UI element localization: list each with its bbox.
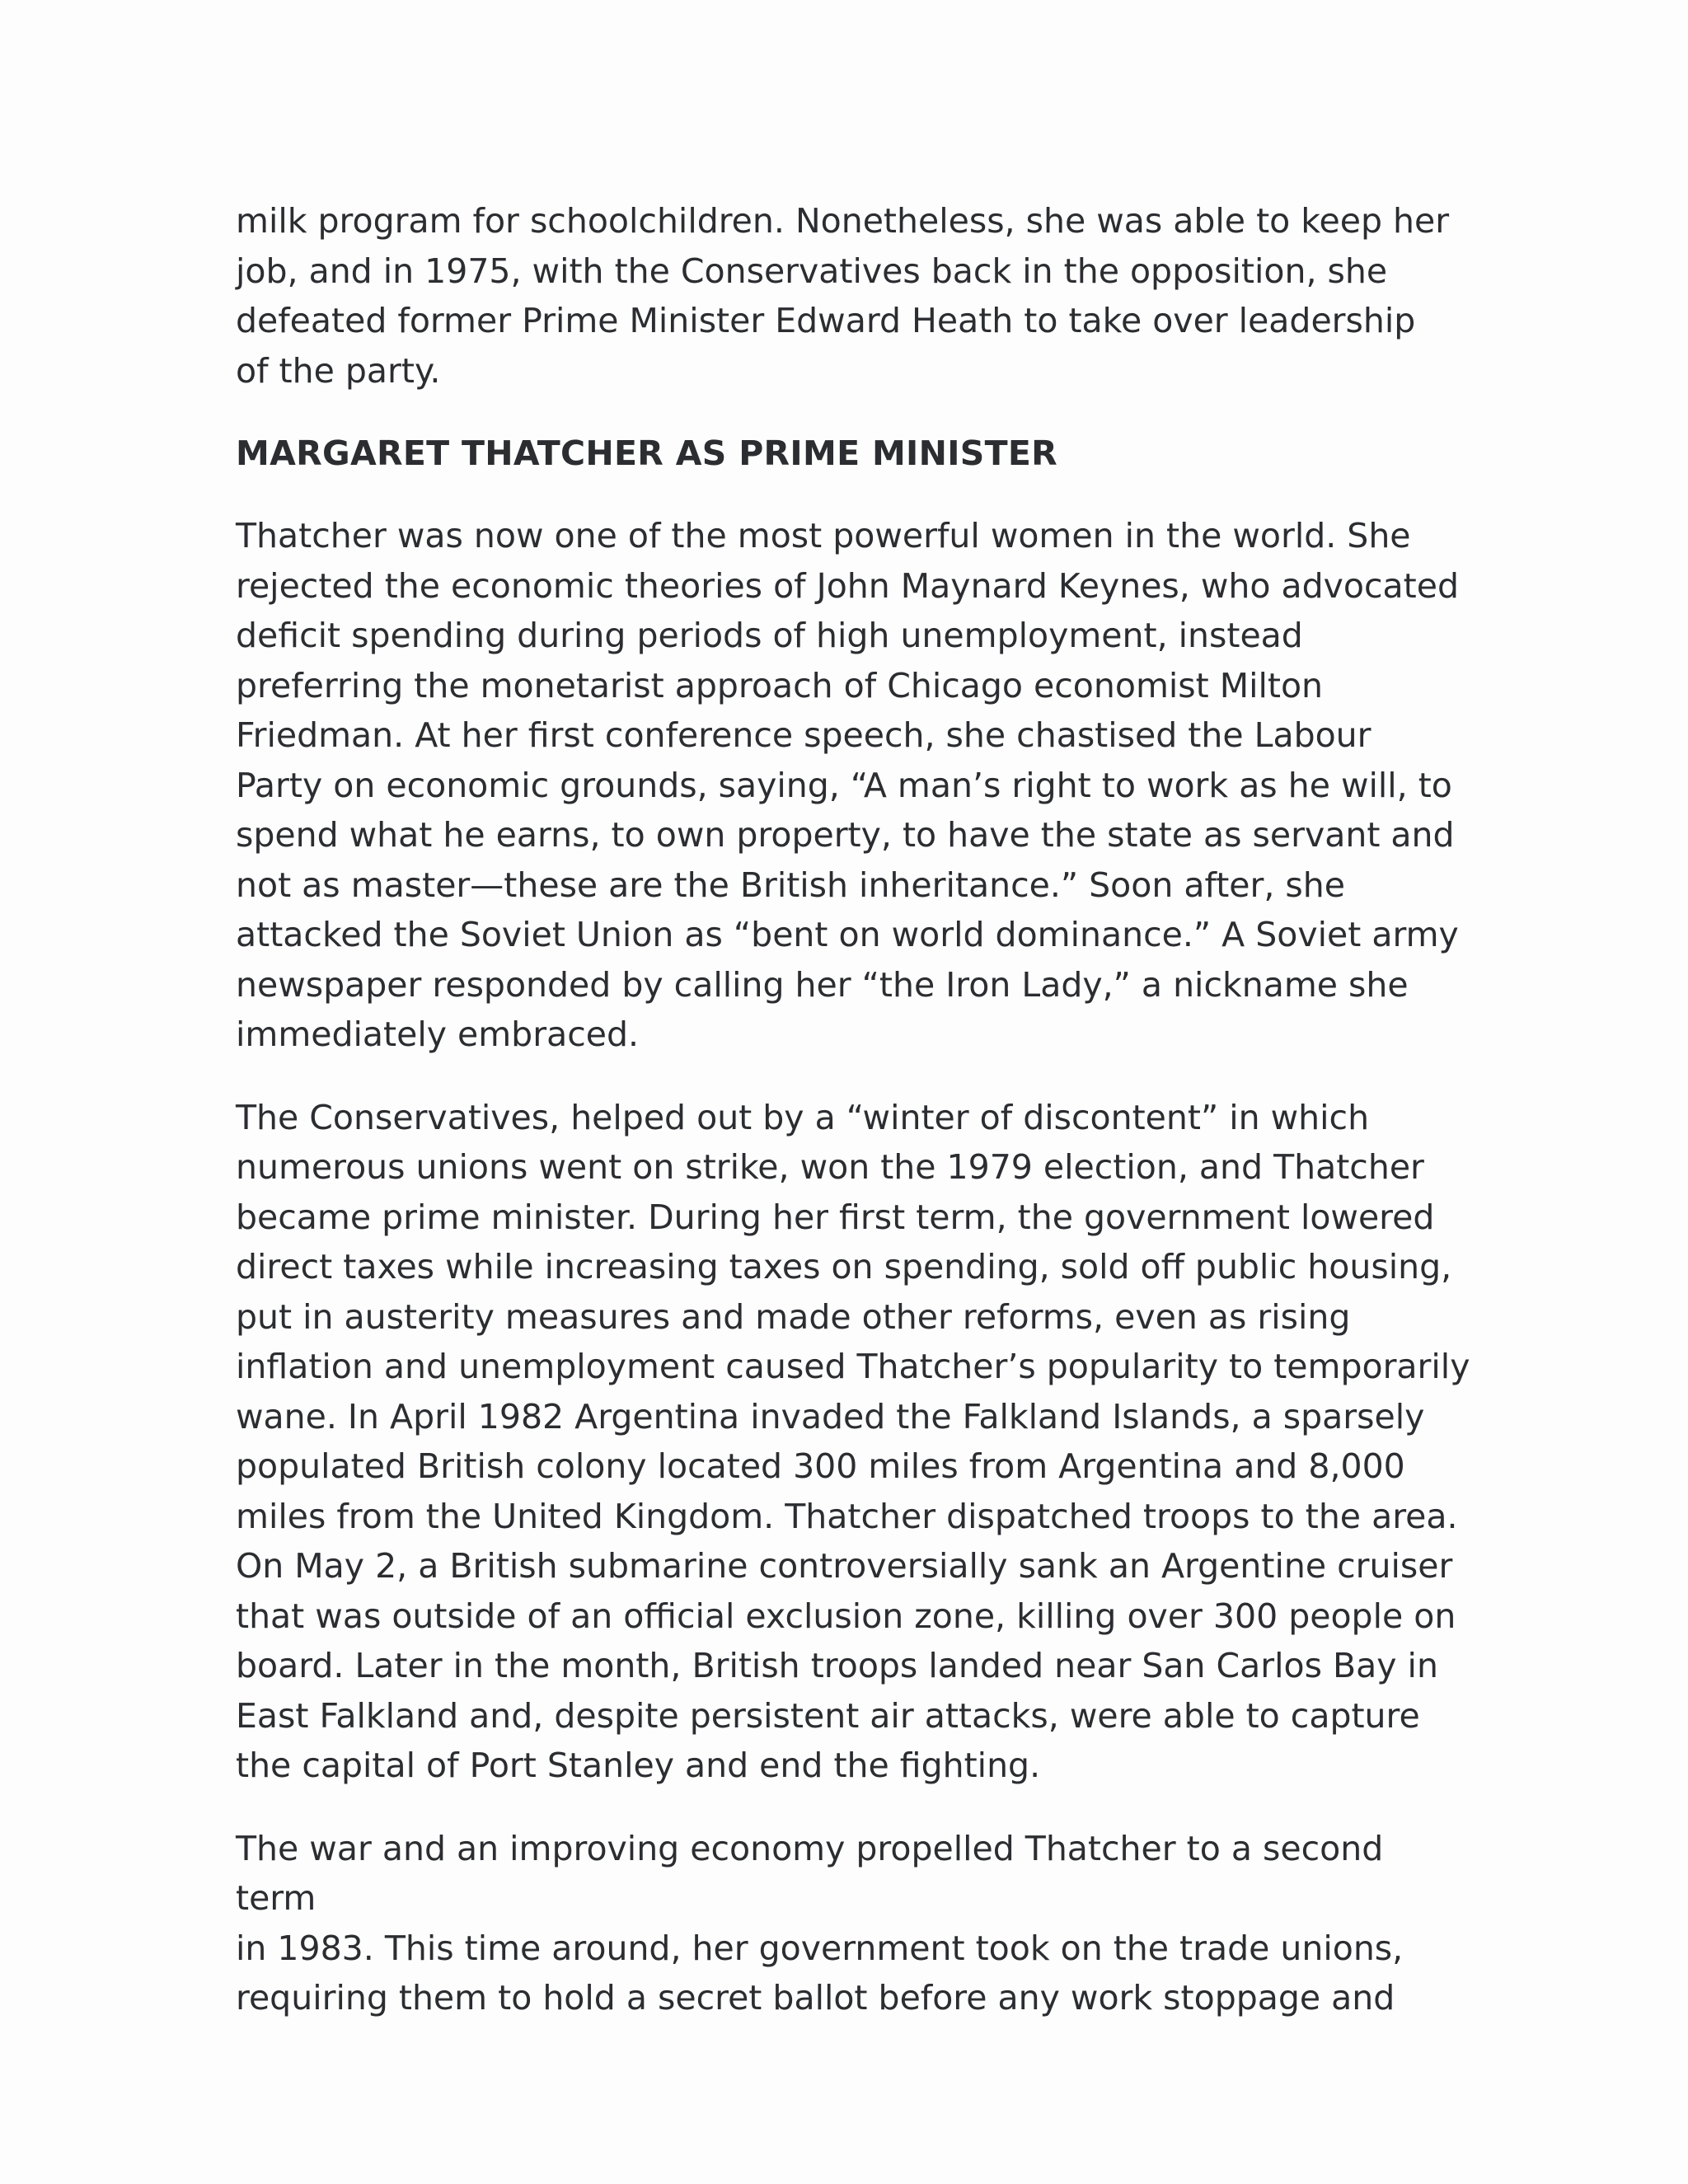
paragraph-second-term: The war and an improving economy propelled Thatcher to a second term in 1983. This time around, her government took on the trade unions, requiring them to hold a secret ballot before any work stoppage and (236, 1828, 1404, 2018)
section-heading: MARGARET THATCHER AS PRIME MINISTER (236, 434, 1058, 473)
paragraph-intro: milk program for schoolchildren. Nonetheless, she was able to keep her job, and in 1975, with the Conservatives back in the opposition, she defeated former Prime Minister Edward Heath to take over leadership of the party. (236, 201, 1450, 391)
paragraph-iron-lady: Thatcher was now one of the most powerful women in the world. She rejected the economic theories of John Maynard Keynes, who advocated deficit spending during periods of high unemployment, instead preferring the monetarist approach of Chicago economist Milton Friedman. At her first conference speech, she chastised the Labour Party on economic grounds, saying, “A man’s right to work as he will, to spend what he earns, to own property, to have the state as servant and not as master—these are the British inheritance.” Soon after, she attacked the Soviet Union as “bent on world dominance.” A Soviet army newspaper responded by calling her “the Iron Lady,” a nickname she immediately embraced. (236, 516, 1459, 1054)
paragraph-falklands: The Conservatives, helped out by a “winter of discontent” in which numerous unions went on strike, won the 1979 election, and Thatcher became prime minister. During her first term, the government lowered direct taxes while increasing taxes on spending, sold off public housing, put in austerity measures and made other reforms, even as rising inflation and unemployment caused Thatcher’s popularity to temporarily wane. In April 1982 Argentina invaded the Falkland Islands, a sparsely populated British colony located 300 miles from Argentina and 8,000 miles from the United Kingdom. Thatcher dispatched troops to the area. On May 2, a British submarine controversially sank an Argentine cruiser that was outside of an official exclusion zone, killing over 300 people on board. Later in the month, British troops landed near San Carlos Bay in East Falkland and, despite persistent air attacks, were able to capture the capital of Port Stanley and end the fighting. (236, 1097, 1470, 1785)
document-body (236, 196, 1472, 2056)
